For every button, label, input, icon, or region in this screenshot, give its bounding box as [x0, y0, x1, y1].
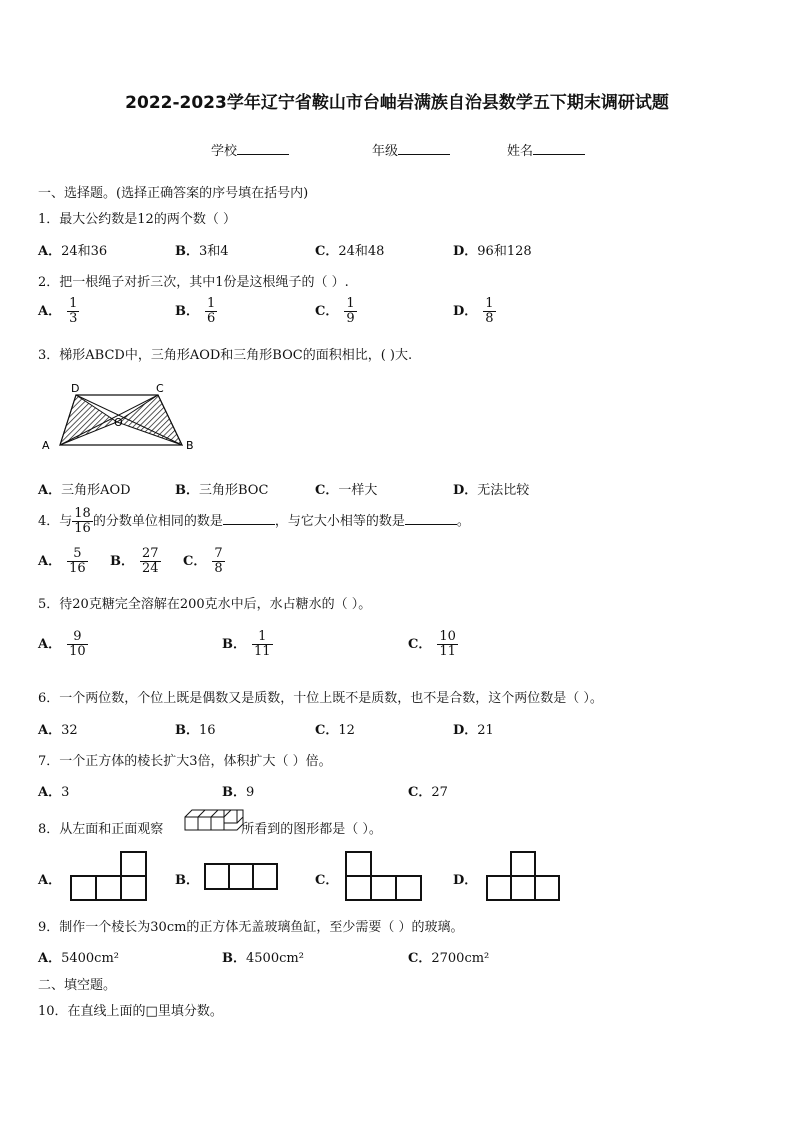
vertex-label-o: O	[114, 416, 123, 429]
name-blank[interactable]	[533, 142, 585, 155]
q4-option-b[interactable]: B． $\frac{27}{24}$	[110, 546, 159, 576]
grade-field: 年级	[372, 140, 450, 159]
q8-option-c[interactable]: C．	[315, 873, 339, 888]
q8-option-d[interactable]: D．	[453, 873, 478, 888]
fraction: $\frac{5}{16}$	[69, 546, 86, 576]
cube-stack-figure	[183, 807, 245, 835]
q9-option-b[interactable]: B．4500cm²	[222, 951, 304, 966]
school-blank[interactable]	[237, 142, 289, 155]
q8-figure-b	[204, 863, 284, 891]
q9-option-a[interactable]: A．5400cm²	[38, 951, 119, 966]
fraction: $\frac{1}{6}$	[207, 296, 216, 326]
q1-option-a[interactable]: A．24和36	[38, 244, 108, 259]
fraction: $\frac{1}{8}$	[485, 296, 494, 326]
q8-figure-d	[486, 851, 566, 901]
q7-option-c[interactable]: C．27	[408, 785, 448, 800]
q1-option-b[interactable]: B．3和4	[175, 244, 229, 259]
school-field: 学校	[211, 140, 289, 159]
q2-option-d[interactable]: D． $\frac{1}{8}$	[453, 296, 494, 326]
q1-option-d[interactable]: D．96和128	[453, 244, 532, 259]
q7-option-a[interactable]: A．3	[38, 785, 70, 800]
vertex-label-b: B	[186, 439, 194, 452]
q3-option-d[interactable]: D．无法比较	[453, 483, 530, 498]
question-7: 7．一个正方体的棱长扩大3倍，体积扩大（ ）倍。	[38, 754, 332, 769]
answer-blank[interactable]	[405, 514, 457, 525]
fraction: $\frac{10}{11}$	[439, 629, 456, 659]
vertex-label-a: A	[42, 439, 50, 452]
q4-option-a[interactable]: A． $\frac{5}{16}$	[38, 546, 86, 576]
q2-option-b[interactable]: B． $\frac{1}{6}$	[175, 296, 216, 326]
q3-option-a[interactable]: A．三角形AOD	[38, 483, 131, 498]
q3-option-c[interactable]: C．一样大	[315, 483, 378, 498]
page-title: 2022-2023学年辽宁省鞍山市台岫岩满族自治县数学五下期末调研试题	[125, 93, 669, 113]
q9-option-c[interactable]: C．2700cm²	[408, 951, 490, 966]
q3-option-b[interactable]: B．三角形BOC	[175, 483, 269, 498]
q6-option-b[interactable]: B．16	[175, 723, 216, 738]
question-9: 9．制作一个棱长为30cm的正方体无盖玻璃鱼缸，至少需要（ ）的玻璃。	[38, 920, 464, 935]
q6-option-c[interactable]: C．12	[315, 723, 355, 738]
vertex-label-d: D	[71, 382, 80, 395]
q8-option-a[interactable]: A．	[38, 873, 62, 888]
q4-option-c[interactable]: C． $\frac{7}{8}$	[183, 546, 223, 576]
fraction: $\frac{7}{8}$	[214, 546, 223, 576]
q2-option-a[interactable]: A． $\frac{1}{3}$	[38, 296, 78, 326]
question-3: 3．梯形ABCD中，三角形AOD和三角形BOC的面积相比，( )大.	[38, 348, 413, 363]
fraction: $\frac{1}{3}$	[69, 296, 78, 326]
vertex-label-c: C	[156, 382, 164, 395]
grade-blank[interactable]	[398, 142, 450, 155]
q8-figure-c	[345, 851, 425, 901]
question-5: 5．待20克糖完全溶解在200克水中后，水占糖水的（ ）。	[38, 597, 372, 612]
question-8: 8．从左面和正面观察 所看到的图形都是（ ）。	[38, 822, 382, 837]
section-heading-1: 一、选择题。(选择正确答案的序号填在括号内)	[38, 186, 309, 201]
q2-option-c[interactable]: C． $\frac{1}{9}$	[315, 296, 355, 326]
q1-option-c[interactable]: C．24和48	[315, 244, 385, 259]
name-field: 姓名	[507, 140, 585, 159]
q6-option-a[interactable]: A．32	[38, 723, 78, 738]
fraction: $\frac{9}{10}$	[69, 629, 86, 659]
q5-option-a[interactable]: A． $\frac{9}{10}$	[38, 629, 86, 659]
q8-option-b[interactable]: B．	[175, 873, 199, 888]
fraction: $\frac{27}{24}$	[142, 546, 159, 576]
question-10: 10．在直线上面的□里填分数。	[38, 1004, 223, 1019]
question-4: 4．与 $\frac{18}{16}$ 的分数单位相同的数是 ，与它大小相等的数是 。	[38, 506, 470, 536]
q7-option-b[interactable]: B．9	[222, 785, 255, 800]
q5-option-b[interactable]: B． $\frac{1}{11}$	[222, 629, 271, 659]
fraction: $\frac{18}{16}$	[74, 506, 91, 536]
answer-blank[interactable]	[223, 514, 275, 525]
section-heading-2: 二、填空题。	[38, 978, 117, 993]
fraction: $\frac{1}{9}$	[346, 296, 355, 326]
q8-figure-a	[70, 851, 150, 901]
question-1: 1．最大公约数是12的两个数（ ）	[38, 212, 236, 227]
q5-option-c[interactable]: C． $\frac{10}{11}$	[408, 629, 456, 659]
q6-option-d[interactable]: D．21	[453, 723, 494, 738]
question-6: 6．一个两位数，个位上既是偶数又是质数，十位上既不是质数，也不是合数，这个两位数是（ ）。	[38, 691, 603, 706]
question-2: 2．把一根绳子对折三次，其中1份是这根绳子的（ ）.	[38, 275, 349, 290]
trapezoid-figure	[40, 378, 200, 453]
fraction: $\frac{1}{11}$	[254, 629, 271, 659]
